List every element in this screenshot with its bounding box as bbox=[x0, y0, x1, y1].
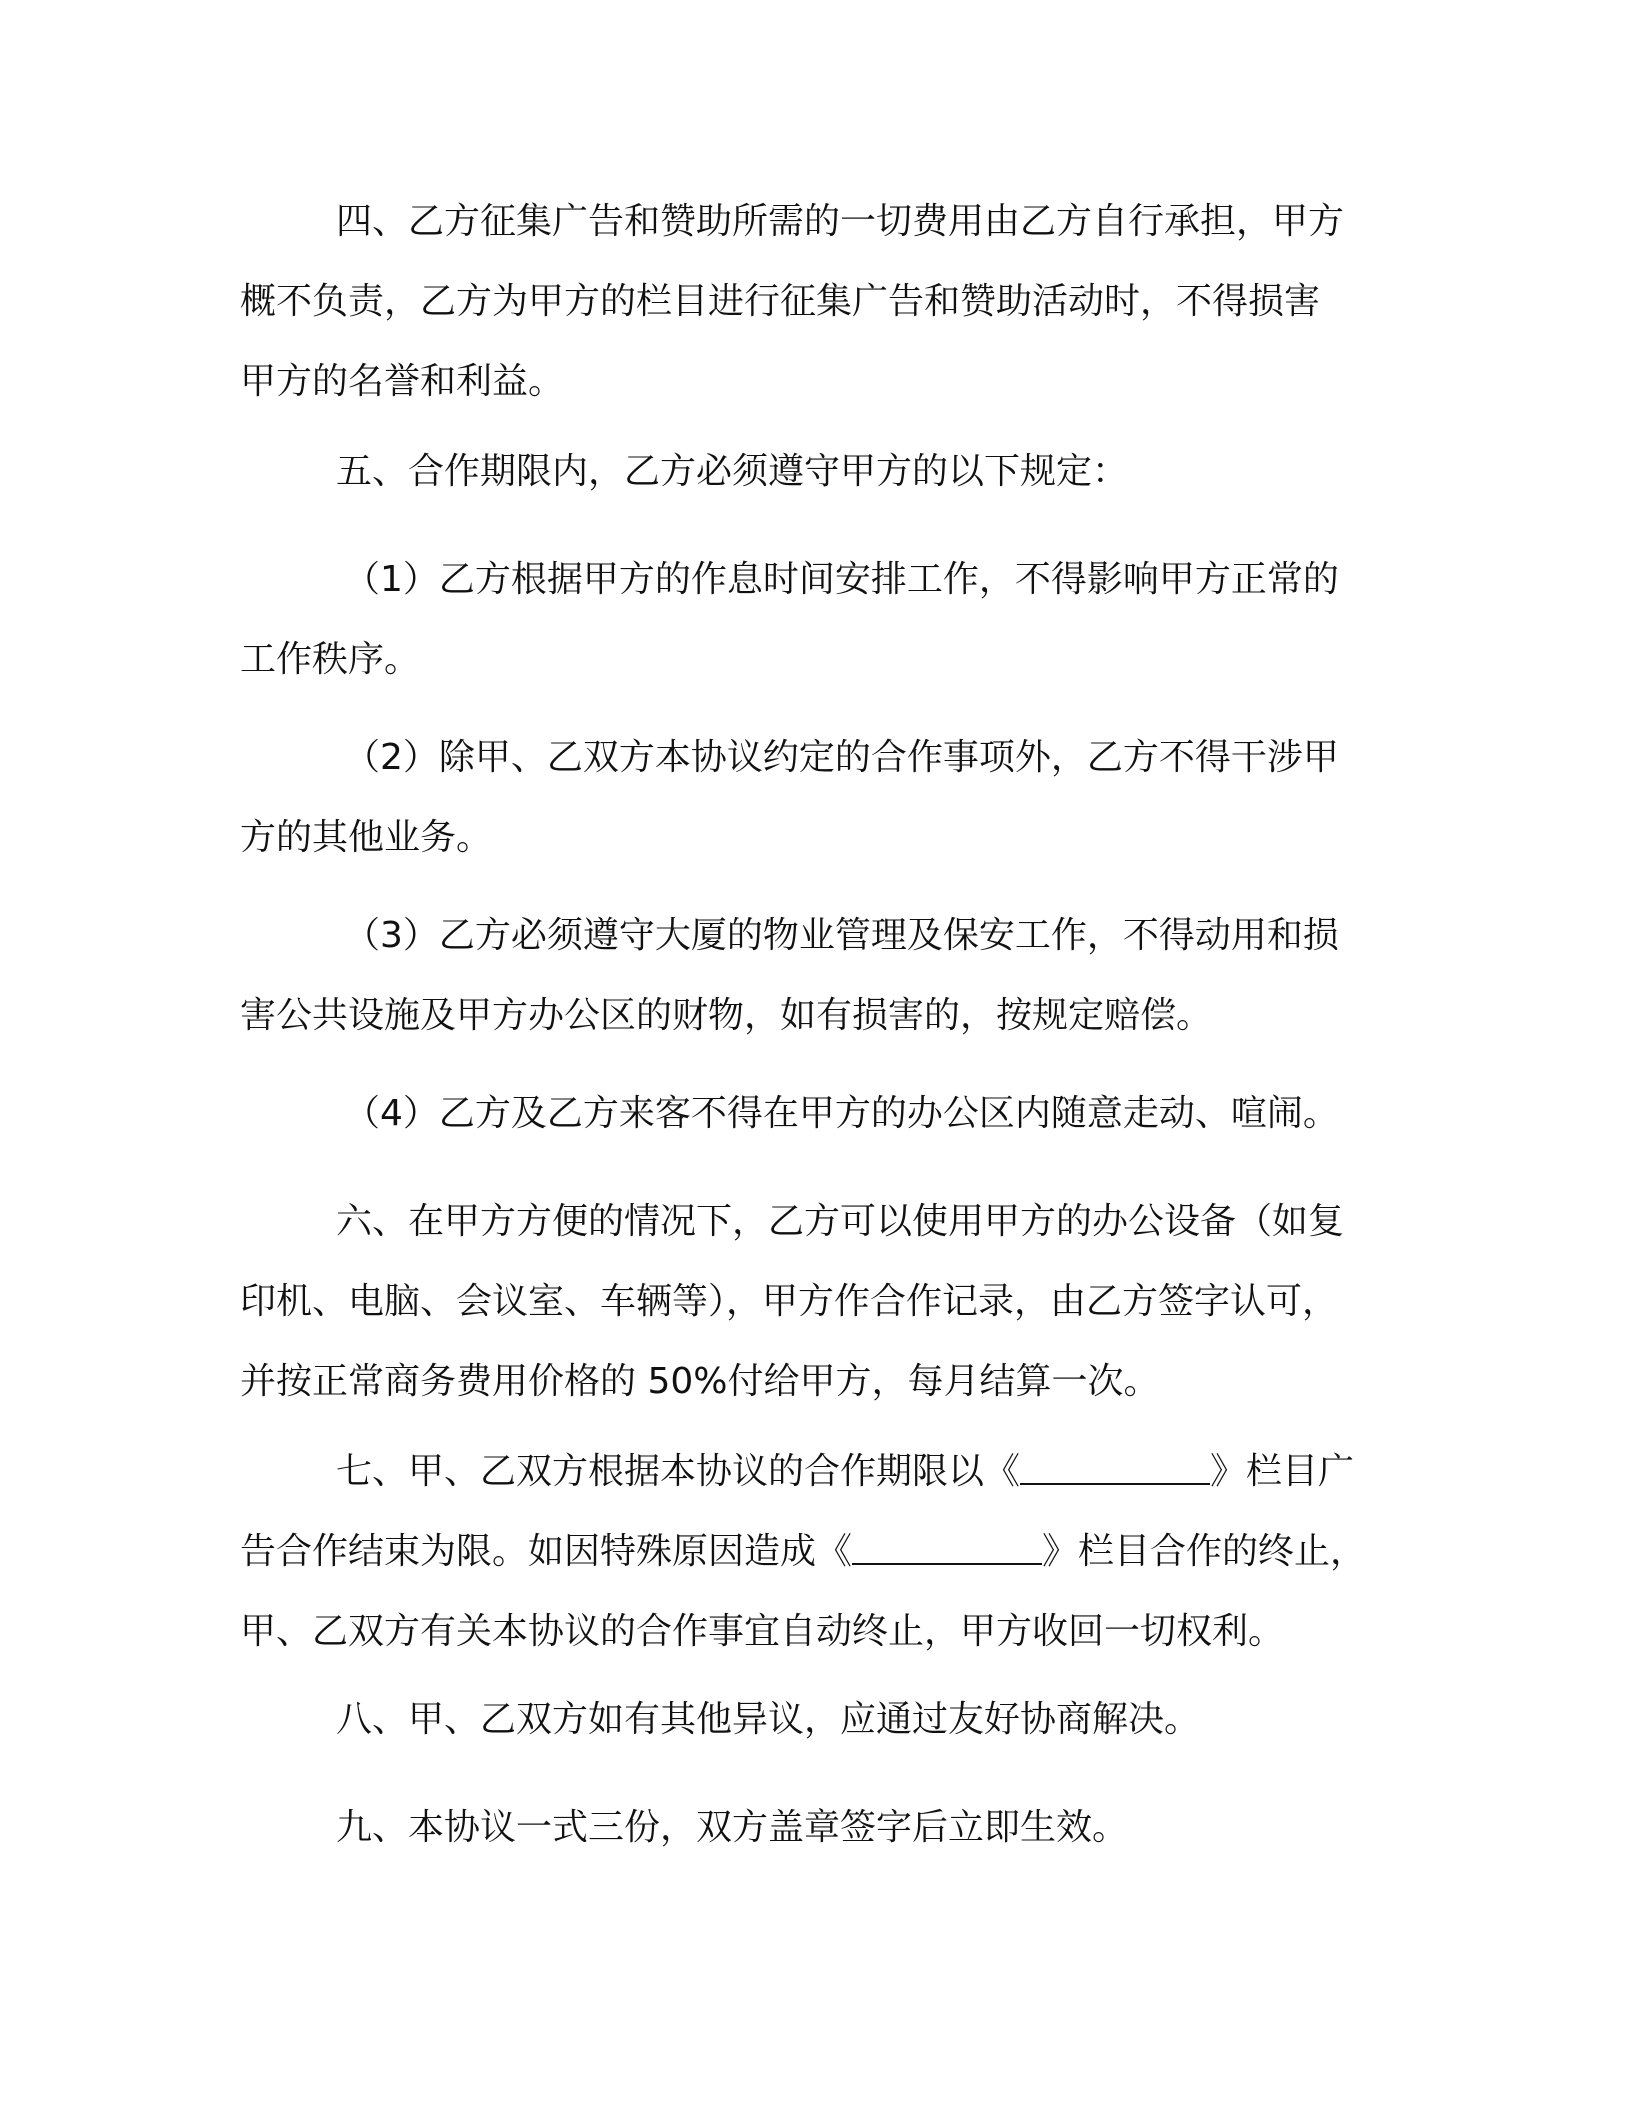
sub-clause-3-line-2: 害公共设施及甲方办公区的财物，如有损害的，按规定赔偿。 bbox=[240, 995, 1213, 1036]
clause-6-line-1: 六、在甲方方便的情况下，乙方可以使用甲方的办公设备（如复 bbox=[336, 1201, 1345, 1242]
clause-7-line-1-text-b: 》栏目广 bbox=[1210, 1451, 1355, 1492]
clause-4-line-1: 四、乙方征集广告和赞助所需的一切费用由乙方自行承担，甲方 bbox=[336, 201, 1345, 242]
clause-7-line-2 bbox=[240, 1512, 1370, 1592]
clause-5-line-1: 五、合作期限内，乙方必须遵守甲方的以下规定： bbox=[336, 451, 1129, 492]
sub-clause-4 bbox=[240, 1074, 1370, 1154]
column-name-blank-2 bbox=[852, 1533, 1042, 1565]
clause-7 bbox=[240, 1432, 1370, 1672]
clause-4-line-3: 甲方的名誉和利益。 bbox=[240, 361, 565, 402]
clause-9 bbox=[240, 1788, 1370, 1868]
clause-8-line-1: 八、甲、乙双方如有其他异议，应通过友好协商解决。 bbox=[336, 1699, 1201, 1740]
clause-7-line-2-text-a: 告合作结束为限。如因特殊原因造成《 bbox=[240, 1531, 853, 1572]
sub-clause-2-line-2: 方的其他业务。 bbox=[240, 817, 493, 858]
clause-6-line-2: 印机、电脑、会议室、车辆等），甲方作合作记录，由乙方签字认可， bbox=[240, 1281, 1339, 1322]
sub-clause-2 bbox=[240, 718, 1370, 878]
clause-8 bbox=[240, 1680, 1370, 1760]
sub-clause-1-line-2: 工作秩序。 bbox=[240, 639, 421, 680]
clause-7-line-3: 甲、乙双方有关本协议的合作事宜自动终止，甲方收回一切权利。 bbox=[240, 1611, 1285, 1652]
clause-7-line-1 bbox=[240, 1432, 1370, 1512]
sub-clause-1 bbox=[240, 540, 1370, 700]
sub-clause-4-line-1: （4）乙方及乙方来客不得在甲方的办公区内随意走动、喧闹。 bbox=[344, 1093, 1339, 1134]
clause-4 bbox=[240, 182, 1370, 422]
clause-4-line-2: 概不负责，乙方为甲方的栏目进行征集广告和赞助活动时，不得损害 bbox=[240, 281, 1321, 322]
sub-clause-2-line-1: （2）除甲、乙双方本协议约定的合作事项外，乙方不得干涉甲 bbox=[344, 737, 1339, 778]
sub-clause-3-line-1: （3）乙方必须遵守大厦的物业管理及保安工作，不得动用和损 bbox=[344, 915, 1339, 956]
sub-clause-3 bbox=[240, 896, 1370, 1056]
clause-9-line-1: 九、本协议一式三份，双方盖章签字后立即生效。 bbox=[336, 1807, 1129, 1848]
sub-clause-1-line-1: （1）乙方根据甲方的作息时间安排工作，不得影响甲方正常的 bbox=[344, 559, 1339, 600]
clause-6-line-3: 并按正常商务费用价格的 50%付给甲方，每月结算一次。 bbox=[240, 1361, 1160, 1402]
column-name-blank-1 bbox=[1020, 1453, 1210, 1485]
clause-7-line-2-text-b: 》栏目合作的终止， bbox=[1042, 1531, 1367, 1572]
clause-5 bbox=[240, 432, 1370, 512]
clause-7-line-1-text-a: 七、甲、乙双方根据本协议的合作期限以《 bbox=[336, 1451, 1021, 1492]
clause-6 bbox=[240, 1182, 1370, 1422]
